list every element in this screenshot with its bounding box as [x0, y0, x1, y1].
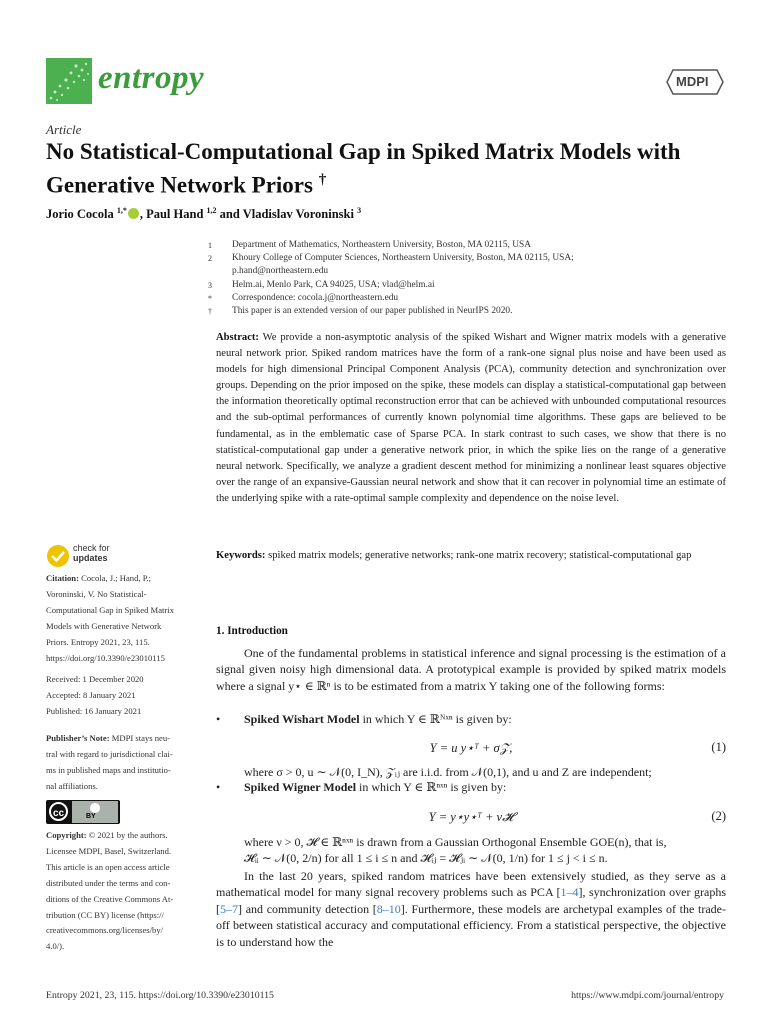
copyright-label: Copyright: [46, 830, 87, 840]
check-updates-icon [46, 544, 70, 568]
citation-doi[interactable]: https://doi.org/10.3390/e23010115 [46, 652, 165, 663]
check-updates-badge[interactable] [46, 542, 126, 574]
copyright-line: © 2021 by the authors. [88, 830, 168, 840]
received-date: Received: 1 December 2020 [46, 674, 144, 684]
citation-link[interactable]: 8–10 [376, 901, 401, 916]
author-name: Jorio Cocola [46, 207, 114, 222]
aff-text: Helm.ai, Menlo Park, CA 94025, USA; vlad@helm.ai [232, 279, 435, 290]
note-label: Publisher’s Note: [46, 733, 110, 743]
wishart-text: in which Y ∈ ℝᴺˣⁿ is given by: [362, 712, 512, 726]
author-name: and Vladislav Voroninski [219, 207, 354, 222]
aff-key [208, 265, 232, 278]
citation-link[interactable]: 1–4 [560, 885, 579, 900]
equation-1-text: Y = u y⋆ᵀ + σ𝒵, [429, 741, 513, 755]
note-line: tral with regard to jurisdictional clai- [46, 748, 173, 759]
aff-text: Correspondence: cocola.j@northeastern.edu [232, 292, 399, 303]
copyright-line: This article is an open access article [46, 861, 170, 872]
citation-link[interactable]: 5–7 [220, 901, 238, 916]
eq2-explanation [244, 834, 726, 867]
equation-1-number: (1) [711, 740, 726, 754]
copyright-line[interactable]: creativecommons.org/licenses/by/ [46, 925, 164, 936]
copyright-line: distributed under the terms and con- [46, 877, 171, 888]
citation-line: Models with Generative Network [46, 620, 162, 631]
footer-citation: Entropy 2021, 23, 115. https://doi.org/10.3390/e23010115 [46, 990, 274, 1001]
aff-text: Department of Mathematics, Northeastern University, Boston, MA 02115, USA [232, 240, 531, 250]
check-updates-line2: updates [73, 553, 108, 563]
author-sup: 1,2 [206, 206, 217, 215]
copyright-block [46, 828, 196, 955]
dates-block [46, 672, 196, 720]
note-line: ms in published maps and institutio- [46, 764, 171, 775]
wigner-text: in which Y ∈ ℝⁿˣⁿ is given by: [359, 780, 507, 794]
affiliations [208, 239, 728, 318]
article-type: Article [46, 122, 82, 137]
wishart-label: Spiked Wishart Model [244, 712, 360, 726]
aff-key: † [208, 307, 212, 317]
citation-label: Citation: [46, 573, 79, 583]
bullet-dot: • [216, 780, 221, 794]
keywords [216, 548, 726, 564]
by-label: BY [86, 813, 96, 820]
copyright-line: Licensee MDPI, Basel, Switzerland. [46, 845, 172, 856]
footer-url[interactable]: https://www.mdpi.com/journal/entropy [571, 990, 724, 1001]
author-sup: 1,* [116, 206, 127, 215]
paragraph-text: In the last 20 years, spiked random matrices have been extensively studied, as they serve as a mathematical model for many signal recovery problems such as PCA [ [216, 869, 726, 900]
publisher-note [46, 731, 196, 795]
equation-1 [216, 740, 726, 756]
note-line: MDPI stays neu- [111, 733, 170, 743]
accepted-date: Accepted: 8 January 2021 [46, 689, 136, 700]
keywords-label: Keywords: [216, 550, 266, 561]
paragraph-text: ] and community detection [ [238, 901, 377, 916]
equation-2-number: (2) [711, 809, 726, 823]
author-list: Jorio Cocola $^{1,*}$ , Paul Hand $^{1,2}$ and Vladislav Voroninski $^3$ [46, 206, 362, 222]
published-date: Published: 16 January 2021 [46, 705, 142, 716]
eq1-explanation: where σ > 0, u ∼ 𝒩(0, I_N), 𝒵ᵢⱼ are i.i.d. from 𝒩(0,1), and u and Z are independent; [244, 765, 652, 779]
abstract-text: We provide a non-asymptotic analysis of the spiked Wishart and Wigner matrix models with a generative neural network prior. Spiked random matrices have the form of a rank-one signal plus noise and have been used as models for high dimensional Principal Component Analysis (PCA), community detection and synchronization over groups. Depending on the prior imposed on the spike, these models can display a statistical-computational gap between the information theoretically optimal reconstruction error that can be achieved with unbounded computational resources and the sub-optimal performances of currently known polynomial time algorithms. These gaps are believed to be fundamental, as in the emblematic case of Sparse PCA. In stark contrast to such cases, we show that there is no statistical-computational gap under a generative network prior, in which the spike lies on the range of a generative neural network. Specifically, we analyze a gradient descent method for minimizing a nonlinear least squares objective over the range of an expansive-Gaussian neural network and show that it can recover in polynomial time an estimate of the underlying spike with a rate-optimal sample complexity and dependence on the noise level. [216, 332, 726, 504]
mdpi-logo [665, 67, 725, 97]
author-name: Paul Hand [146, 207, 204, 222]
cc-by-badge[interactable] [46, 800, 120, 824]
abstract [216, 330, 726, 507]
article-title [46, 138, 726, 200]
copyright-line: ditions of the Creative Commons At- [46, 893, 174, 904]
citation-line: Computational Gap in Spiked Matrix [46, 604, 174, 615]
history-paragraph [216, 868, 726, 950]
orcid-icon[interactable] [128, 208, 139, 219]
aff-text: Khoury College of Computer Sciences, Northeastern University, Boston, MA 02115, USA; [232, 253, 574, 264]
author-sup: 3 [357, 206, 362, 215]
aff-text: This paper is an extended version of our paper published in NeurIPS 2020. [232, 306, 513, 317]
aff-text[interactable]: p.hand@northeastern.edu [232, 266, 329, 277]
cc-icon: cc [49, 802, 68, 821]
aff-key: * [208, 293, 212, 303]
equation-2-text: Y = y⋆y⋆ᵀ + ν𝓗 [428, 810, 514, 824]
check-updates-line1: check for [73, 543, 110, 553]
eq2-explanation-line: 𝓗ᵢᵢ ∼ 𝒩(0, 2/n) for all 1 ≤ i ≤ n and 𝓗ᵢⱼ = 𝓗ⱼᵢ ∼ 𝒩(0, 1/n) for 1 ≤ j < i ≤ n. [244, 851, 608, 866]
equation-2 [216, 809, 726, 825]
aff-key: 1 [208, 241, 212, 250]
intro-paragraph: One of the fundamental problems in statistical inference and signal processing is the estimation of a signal given noisy high dimensional data. A prototypical example is provided by spiked matrix models where a signal y⋆ ∈ ℝⁿ is to be estimated from a matrix Y taking one of the following forms: [216, 646, 726, 693]
bullet-dot: • [216, 712, 221, 726]
citation-line: Voroninski, V. No Statistical- [46, 588, 147, 599]
paragraph-text: ], synchronization over graphs [ [216, 885, 726, 916]
paragraph-text: ]. Furthermore, these models are archetypal examples of the trade-off between statistical accuracy and computational efficiency. From a statistical perspective, the objective is to understand how the [216, 901, 726, 949]
aff-key: 3 [208, 280, 212, 290]
citation-line: Priors. Entropy 2021, 23, 115. [46, 636, 150, 647]
entropy-logo-icon [46, 58, 92, 104]
journal-name: entropy [98, 60, 205, 96]
abstract-label: Abstract: [216, 332, 259, 343]
keywords-text: spiked matrix models; generative networks; rank-one matrix recovery; statistical-computational gap [268, 550, 692, 561]
eq2-explanation-line: where ν > 0, 𝓗 ∈ ℝⁿˣⁿ is drawn from a Gaussian Orthogonal Ensemble GOE(n), that is, [244, 835, 667, 849]
citation-line: Cocola, J.; Hand, P.; [81, 573, 152, 583]
person-icon [90, 803, 100, 813]
copyright-line[interactable]: tribution (CC BY) license (https:// [46, 909, 164, 920]
journal-logo [46, 58, 92, 104]
note-line: nal affiliations. [46, 780, 98, 791]
wigner-label: Spiked Wigner Model [244, 780, 357, 794]
title-text: No Statistical-Computational Gap in Spiked Matrix Models with Generative Network Priors [46, 139, 681, 198]
title-mark: † [318, 172, 327, 188]
aff-key: 2 [208, 254, 212, 264]
section-heading: 1. Introduction [216, 625, 288, 637]
copyright-line[interactable]: 4.0/). [46, 941, 65, 952]
citation-block [46, 571, 196, 666]
mdpi-label: MDPI [676, 74, 709, 89]
